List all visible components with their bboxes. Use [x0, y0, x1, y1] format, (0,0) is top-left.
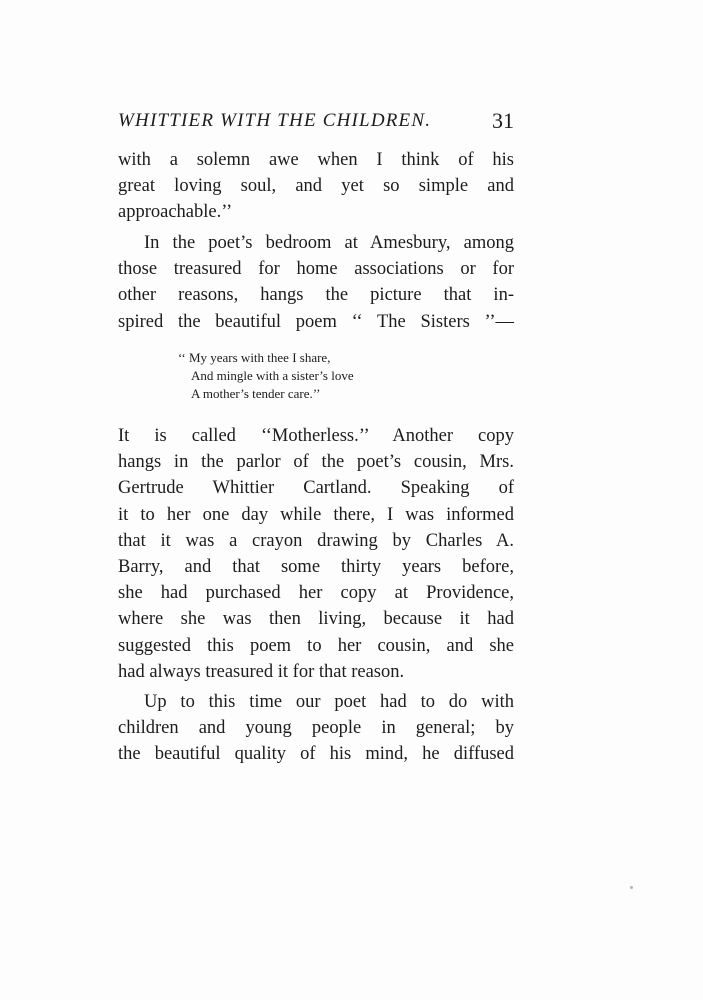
paragraph-bedroom — [118, 230, 514, 335]
text-line: with a solemn awe when I think of his — [118, 150, 514, 170]
text-line: great loving soul, and yet so simple and — [118, 176, 514, 197]
running-head — [118, 106, 514, 136]
paragraph-motherless — [118, 423, 514, 685]
text-line: In the poet’s bedroom at Amesbury, among — [144, 233, 514, 253]
text-line: hangs in the parlor of the poet’s cousin, Mrs. — [118, 452, 514, 473]
text-line: Gertrude Whittier Cartland. Speaking of — [118, 478, 514, 499]
text-line: suggested this poem to her cousin, and she — [118, 635, 514, 656]
text-line: where she was then living, because it had — [118, 609, 514, 630]
text-line: those treasured for home associations or for — [118, 259, 514, 280]
text-line: It is called ‘‘Motherless.’’ Another copy — [118, 426, 514, 446]
text-line: Barry, and that some thirty years before, — [118, 556, 514, 577]
text-line: approachable.’’ — [118, 202, 233, 223]
text-line: the beautiful quality of his mind, he diffused — [118, 744, 514, 765]
text-line: that it was a crayon drawing by Charles A. — [118, 530, 514, 551]
text-line: children and young people in general; by — [118, 718, 514, 739]
text-line: she had purchased her copy at Providence, — [118, 583, 514, 604]
text-line: Up to this time our poet had to do with — [144, 692, 514, 712]
paragraph-continuation — [118, 147, 514, 226]
paragraph-poet-children — [118, 689, 514, 768]
page-number: 31 — [492, 108, 514, 133]
running-title: WHITTIER WITH THE CHILDREN. — [118, 110, 432, 131]
text-line: it to her one day while there, I was informed — [118, 504, 514, 525]
verse-line: And mingle with a sister’s love — [191, 368, 354, 383]
text-line: had always treasured it for that reason. — [118, 661, 405, 682]
paper-speck — [630, 886, 633, 889]
verse-line: A mother’s tender care.’’ — [191, 386, 321, 401]
verse-line: ‘‘ My years with thee I share, — [178, 350, 331, 365]
text-line: other reasons, hangs the picture that in- — [118, 285, 514, 306]
text-line: spired the beautiful poem ‘‘ The Sisters ’’— — [118, 311, 514, 332]
verse-quotation — [178, 349, 438, 403]
